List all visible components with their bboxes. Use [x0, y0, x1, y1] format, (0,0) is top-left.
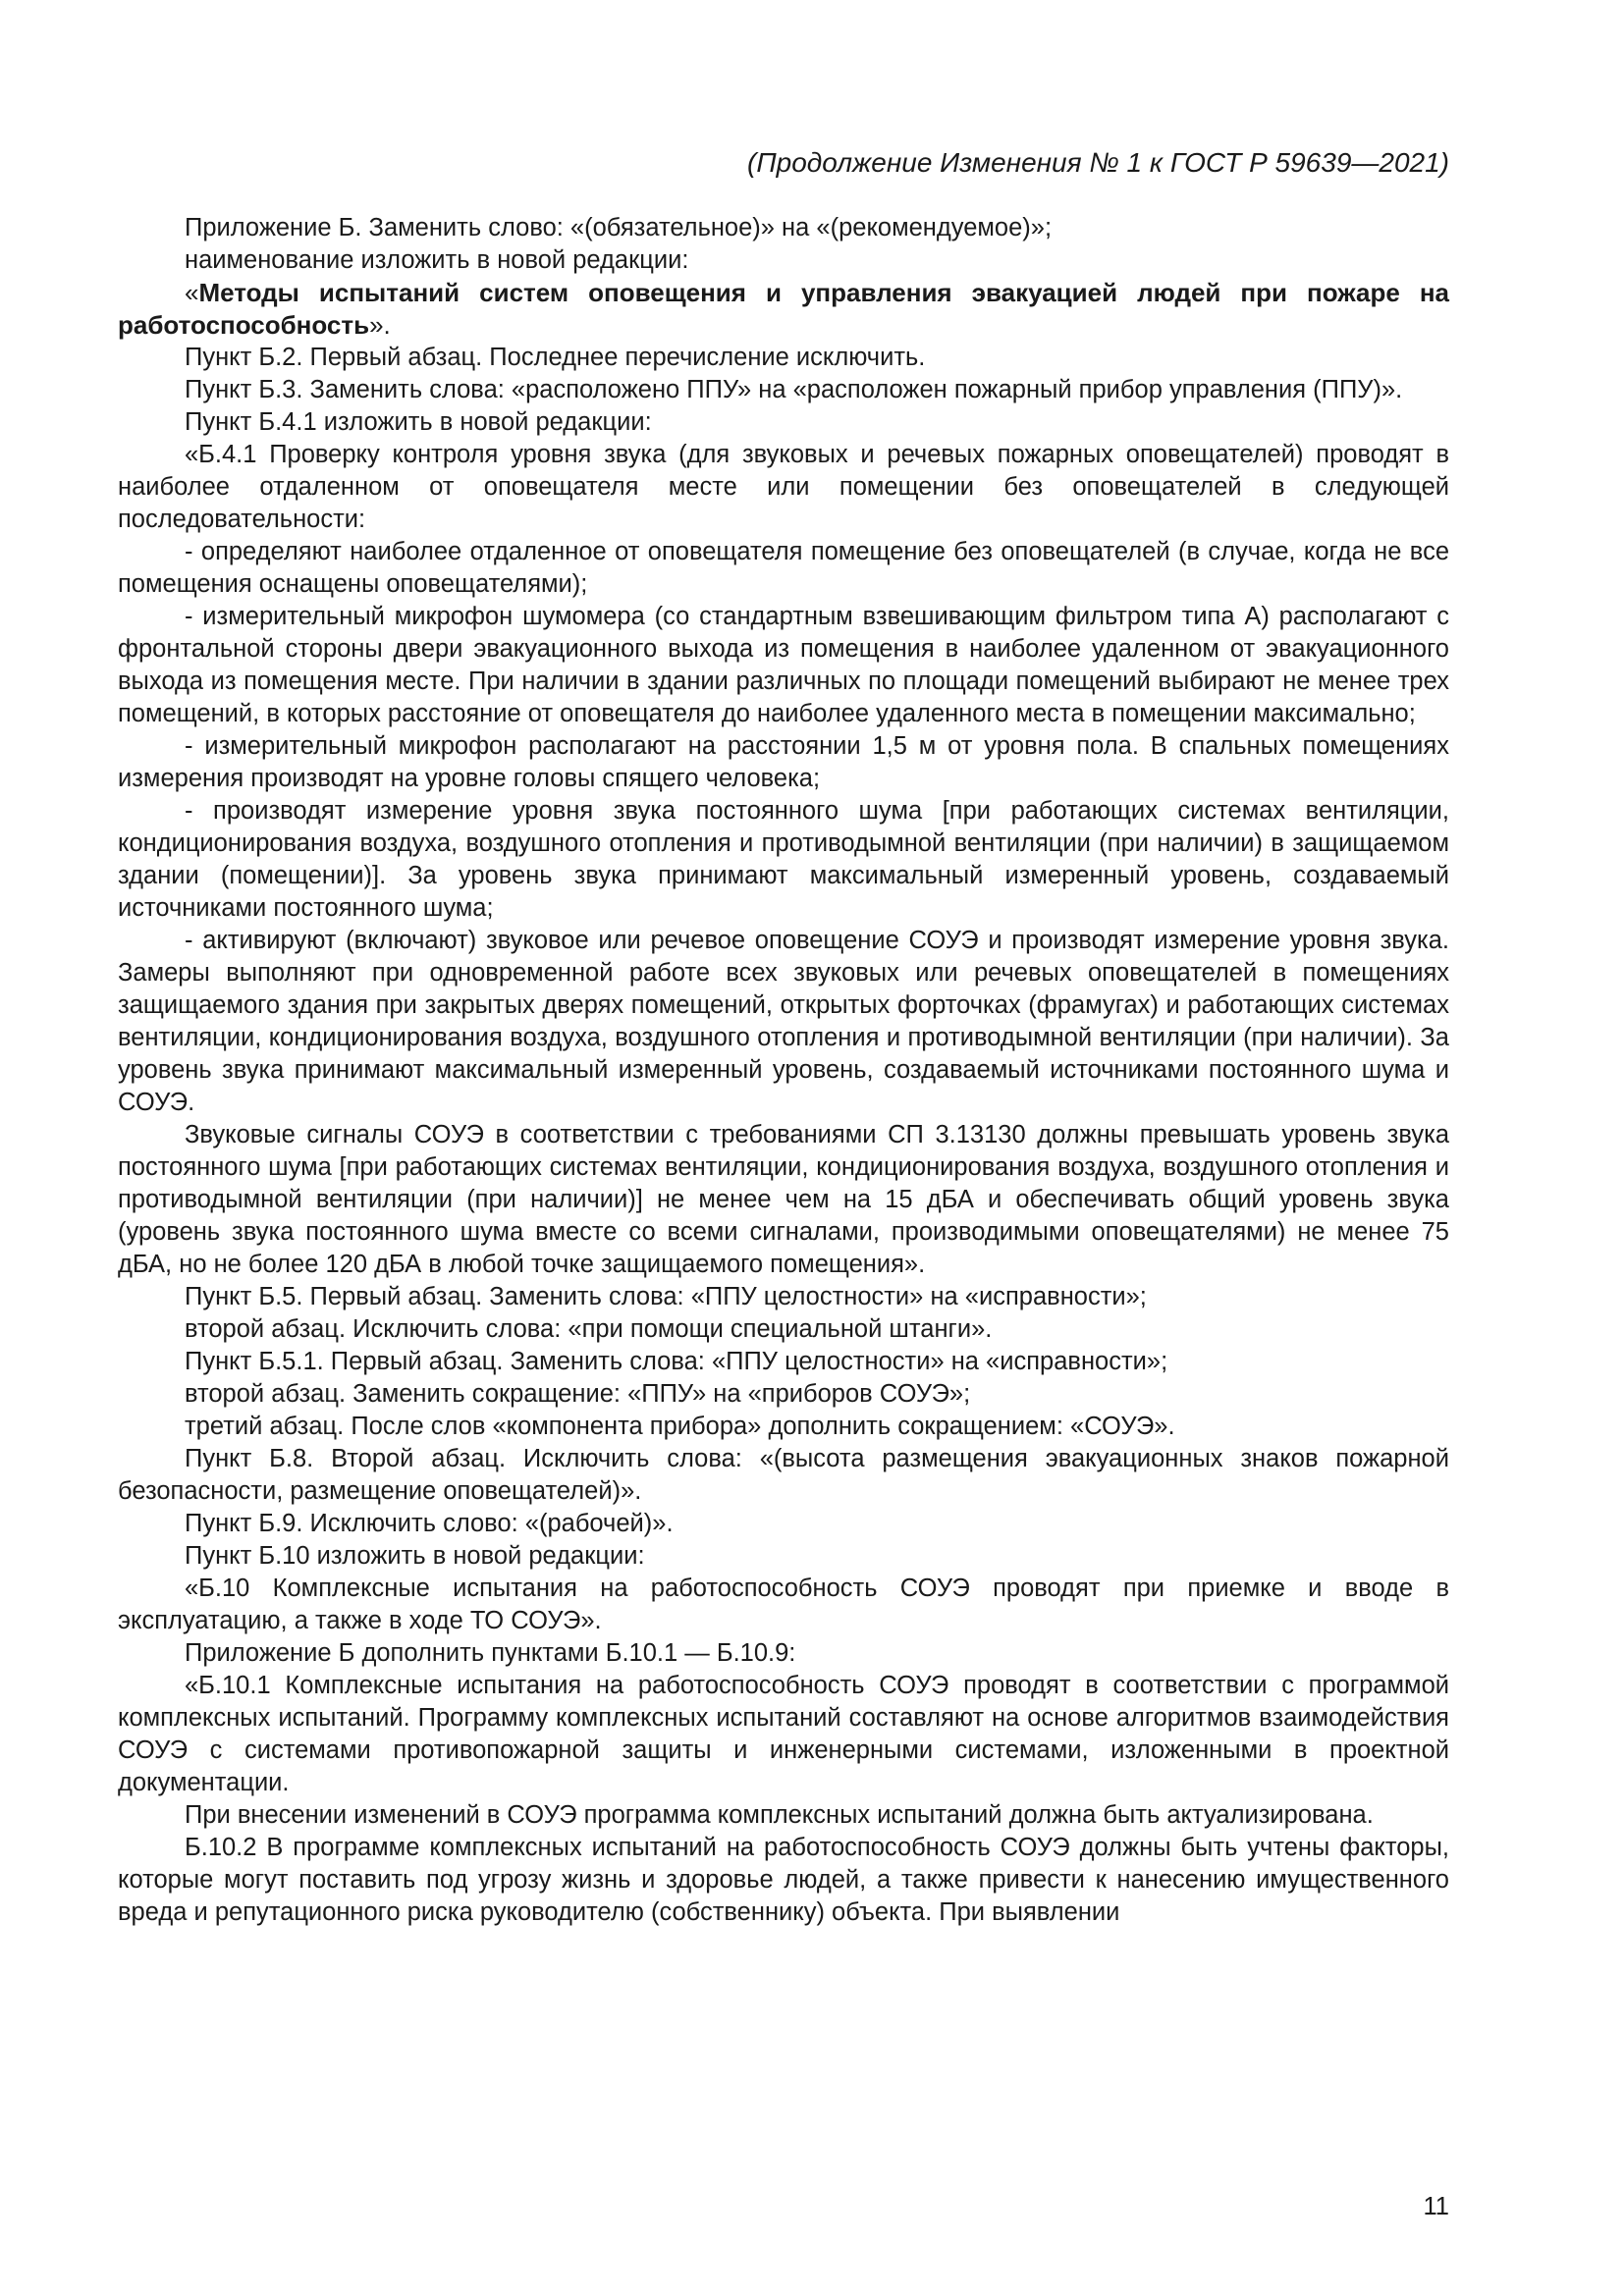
paragraph: Звуковые сигналы СОУЭ в соответствии с требованиями СП 3.13130 должны превышать уровень звука постоянного шума [при работающих системах вентиляции, кондиционирования воздуха, воздушного отопления и противодымной вентиляции (при наличии)] не менее чем на 15 дБА и обеспечивать общий уровень звука (уровень звука постоянного шума вместе со всеми сигналами, производимыми оповещателями) не менее 75 дБА, но не более 120 дБА в любой точке защищаемого помещения». — [118, 1121, 1449, 1278]
paragraph: Пункт Б.8. Второй абзац. Исключить слова: «(высота размещения эвакуационных знаков пожарной безопасности, размещение оповещателей)». — [118, 1445, 1449, 1505]
page-number: 11 — [1423, 2193, 1449, 2220]
list-item: - производят измерение уровня звука постоянного шума [при работающих системах вентиляции, кондиционирования воздуха, воздушного отопления и противодымной вентиляции (при наличии) в защищаемом здании (помещении)]. За уровень звука принимают максимальный измеренный уровень, создаваемый источниками постоянного шума; — [118, 797, 1449, 922]
document-body — [118, 212, 1449, 1929]
paragraph: Пункт Б.2. Первый абзац. Последнее перечисление исключить. — [185, 344, 926, 371]
paragraph: «Б.10.1 Комплексные испытания на работоспособность СОУЭ проводят в соответствии с программой комплексных испытаний. Программу комплексных испытаний составляют на основе алгоритмов взаимодействия СОУЭ с системами противопожарной защиты и инженерными системами, изложенными в проектной документации. — [118, 1672, 1449, 1796]
list-item: - определяют наиболее отдаленное от оповещателя помещение без оповещателей (в случае, когда не все помещения оснащены оповещателями); — [118, 538, 1449, 598]
list-item: - измерительный микрофон шумомера (со стандартным взвешивающим фильтром типа А) располагают с фронтальной стороны двери эвакуационного выхода из помещения в наиболее удаленном от эвакуационного выхода из помещения месте. При наличии в здании различных по площади помещений выбирают не менее трех помещений, в которых расстояние от оповещателя до наиболее удаленного места в помещении максимально; — [118, 603, 1449, 727]
paragraph: второй абзац. Исключить слова: «при помощи специальной штанги». — [185, 1315, 993, 1343]
paragraph: При внесении изменений в СОУЭ программа комплексных испытаний должна быть актуализирована. — [185, 1801, 1374, 1829]
continuation-header: (Продолжение Изменения № 1 к ГОСТ Р 59639—2021) — [747, 147, 1449, 178]
paragraph: Пункт Б.5. Первый абзац. Заменить слова: «ППУ целостности» на «исправности»; — [185, 1283, 1147, 1310]
paragraph: второй абзац. Заменить сокращение: «ППУ» на «приборов СОУЭ»; — [185, 1380, 971, 1408]
paragraph: Пункт Б.10 изложить в новой редакции: — [185, 1542, 645, 1570]
list-item: - активируют (включают) звуковое или речевое оповещение СОУЭ и производят измерение уровня звука. Замеры выполняют при одновременной работе всех звуковых или речевых оповещателей в помещениях защищаемого здания при закрытых дверях помещений, открытых форточках (фрамугах) и работающих системах вентиляции, кондиционирования воздуха, воздушного отопления и противодымной вентиляции (при наличии). За уровень звука принимают максимальный измеренный уровень, создаваемый источниками постоянного шума и СОУЭ. — [118, 927, 1449, 1116]
paragraph: «Б.4.1 Проверку контроля уровня звука (для звуковых и речевых пожарных оповещателей) проводят в наиболее отдаленном от оповещателя месте или помещении без оповещателей в следующей последовательности: — [118, 441, 1449, 533]
paragraph: «Б.10 Комплексные испытания на работоспособность СОУЭ проводят при приемке и вводе в эксплуатацию, а также в ходе ТО СОУЭ». — [118, 1575, 1449, 1634]
list-item: - измерительный микрофон располагают на расстоянии 1,5 м от уровня пола. В спальных помещениях измерения производят на уровне головы спящего человека; — [118, 732, 1449, 792]
paragraph: Приложение Б дополнить пунктами Б.10.1 — Б.10.9: — [185, 1639, 796, 1667]
quote-open: « — [185, 278, 199, 307]
paragraph: Пункт Б.3. Заменить слова: «расположено ППУ» на «расположен пожарный прибор управления (ППУ)». — [185, 376, 1403, 403]
paragraph: Б.10.2 В программе комплексных испытаний на работоспособность СОУЭ должны быть учтены факторы, которые могут поставить под угрозу жизнь и здоровье людей, а также привести к нанесению имущественного вреда и репутационного риска руководителю (собственнику) объекта. При выявлении — [118, 1834, 1449, 1926]
appendix-title: Методы испытаний систем оповещения и управления эвакуацией людей при пожаре на работоспособность — [118, 278, 1449, 340]
paragraph: наименование изложить в новой редакции: — [185, 246, 689, 274]
paragraph: Приложение Б. Заменить слово: «(обязательное)» на «(рекомендуемое)»; — [185, 214, 1053, 241]
paragraph: Пункт Б.9. Исключить слово: «(рабочей)». — [185, 1510, 674, 1537]
quote-close: ». — [369, 310, 391, 340]
paragraph: Пункт Б.4.1 изложить в новой редакции: — [185, 408, 652, 436]
paragraph: Пункт Б.5.1. Первый абзац. Заменить слова: «ППУ целостности» на «исправности»; — [185, 1348, 1168, 1375]
appendix-title-paragraph — [118, 277, 1449, 342]
paragraph: третий абзац. После слов «компонента прибора» дополнить сокращением: «СОУЭ». — [185, 1413, 1175, 1440]
